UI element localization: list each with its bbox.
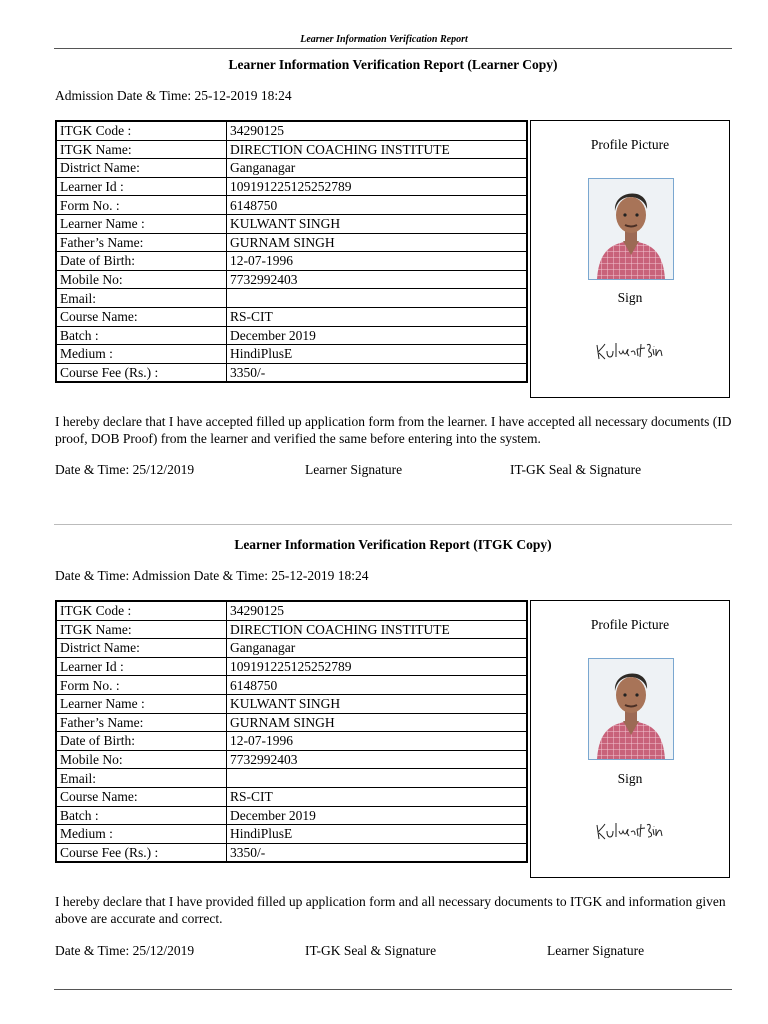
field-label: Form No. : (56, 676, 227, 695)
field-label: Learner Name : (56, 694, 227, 713)
field-value: DIRECTION COACHING INSTITUTE (227, 140, 528, 159)
learner-copy-admission-line: Admission Date & Time: 25-12-2019 18:24 (55, 88, 292, 103)
field-label: Learner Name : (56, 214, 227, 233)
field-value: DIRECTION COACHING INSTITUTE (227, 620, 528, 639)
field-label: Email: (56, 769, 227, 788)
table-row (56, 177, 527, 196)
header-rule (54, 48, 732, 49)
field-label: Course Name: (56, 787, 227, 806)
field-value: 7732992403 (227, 750, 528, 769)
field-value (227, 289, 528, 308)
table-row (56, 345, 527, 364)
field-value: GURNAM SINGH (227, 713, 528, 732)
field-label: Form No. : (56, 196, 227, 215)
field-label: ITGK Name: (56, 140, 227, 159)
field-label: District Name: (56, 639, 227, 658)
itgk-copy-admission-line: Date & Time: Admission Date & Time: 25-12-2019 18:24 (55, 568, 369, 583)
field-label: Course Fee (Rs.) : (56, 363, 227, 382)
field-value: KULWANT SINGH (227, 694, 528, 713)
handwritten-signature-icon (593, 815, 665, 845)
itgk-copy-signature-2: Learner Signature (547, 943, 645, 958)
field-label: Father’s Name: (56, 713, 227, 732)
field-value: RS-CIT (227, 787, 528, 806)
handwritten-signature-icon (593, 335, 665, 365)
field-label: Father’s Name: (56, 233, 227, 252)
table-row (56, 639, 527, 658)
field-label: ITGK Code : (56, 121, 227, 140)
table-row (56, 252, 527, 271)
field-label: Mobile No: (56, 750, 227, 769)
learner-copy-date-time: Date & Time: 25/12/2019 (55, 462, 195, 477)
learner-copy-declaration: I hereby declare that I have accepted filled up application form from the learner. I have accepted all necessary documents (ID proof, DOB Proof) from the learner and verified the same before entering into the system. (55, 414, 732, 446)
learner-copy-photo-panel (530, 120, 730, 398)
field-value: Ganganagar (227, 639, 528, 658)
table-row (56, 843, 527, 862)
table-row (56, 657, 527, 676)
field-value: KULWANT SINGH (227, 214, 528, 233)
learner-copy-signature-2: IT-GK Seal & Signature (510, 462, 642, 477)
profile-picture-label: Profile Picture (590, 617, 670, 632)
learner-copy-signature-1: Learner Signature (305, 462, 403, 477)
field-value: 109191225125252789 (227, 657, 528, 676)
signature-image (593, 815, 665, 845)
footer-rule (54, 989, 732, 990)
itgk-copy-info-table (55, 600, 528, 863)
table-row (56, 159, 527, 178)
table-row (56, 121, 527, 140)
field-value: HindiPlusE (227, 825, 528, 844)
itgk-copy-declaration: I hereby declare that I have provided filled up application form and all necessary documents to ITGK and information given above are accurate and correct. (55, 894, 726, 926)
field-value: HindiPlusE (227, 345, 528, 364)
table-row (56, 694, 527, 713)
learner-copy-title: Learner Information Verification Report (Learner Copy) (228, 57, 558, 72)
table-row (56, 326, 527, 345)
table-row (56, 289, 527, 308)
section-divider (54, 524, 732, 525)
field-value: 6148750 (227, 196, 528, 215)
field-label: Course Fee (Rs.) : (56, 843, 227, 862)
field-label: Email: (56, 289, 227, 308)
field-value: GURNAM SINGH (227, 233, 528, 252)
table-row (56, 214, 527, 233)
itgk-copy-date-time: Date & Time: 25/12/2019 (55, 943, 195, 958)
field-label: District Name: (56, 159, 227, 178)
field-label: Mobile No: (56, 270, 227, 289)
table-row (56, 140, 527, 159)
field-label: Medium : (56, 345, 227, 364)
table-row (56, 787, 527, 806)
field-value: 6148750 (227, 676, 528, 695)
field-value: December 2019 (227, 806, 528, 825)
field-label: Batch : (56, 326, 227, 345)
field-value: December 2019 (227, 326, 528, 345)
table-row (56, 233, 527, 252)
field-value: 3350/- (227, 843, 528, 862)
field-label: Date of Birth: (56, 252, 227, 271)
field-label: Learner Id : (56, 657, 227, 676)
field-value: Ganganagar (227, 159, 528, 178)
itgk-copy-photo-panel (530, 600, 730, 878)
field-label: Medium : (56, 825, 227, 844)
field-value: 3350/- (227, 363, 528, 382)
table-row (56, 620, 527, 639)
field-value (227, 769, 528, 788)
table-row (56, 769, 527, 788)
itgk-copy-signature-1: IT-GK Seal & Signature (305, 943, 437, 958)
table-row (56, 825, 527, 844)
field-label: Course Name: (56, 307, 227, 326)
profile-photo (588, 178, 674, 280)
profile-photo (588, 658, 674, 760)
signature-image (593, 335, 665, 365)
table-row (56, 806, 527, 825)
field-label: Learner Id : (56, 177, 227, 196)
field-value: 109191225125252789 (227, 177, 528, 196)
table-row (56, 601, 527, 620)
profile-picture-label: Profile Picture (590, 137, 670, 152)
field-value: 34290125 (227, 121, 528, 140)
table-row (56, 196, 527, 215)
person-photo-icon (589, 659, 673, 759)
table-row (56, 676, 527, 695)
sign-label: Sign (617, 290, 643, 305)
field-value: 12-07-1996 (227, 732, 528, 751)
field-value: RS-CIT (227, 307, 528, 326)
learner-copy-info-table (55, 120, 528, 383)
field-value: 7732992403 (227, 270, 528, 289)
table-row (56, 363, 527, 382)
field-label: Batch : (56, 806, 227, 825)
field-label: ITGK Code : (56, 601, 227, 620)
table-row (56, 713, 527, 732)
table-row (56, 270, 527, 289)
person-photo-icon (589, 179, 673, 279)
field-label: ITGK Name: (56, 620, 227, 639)
field-value: 34290125 (227, 601, 528, 620)
table-row (56, 750, 527, 769)
table-row (56, 307, 527, 326)
field-label: Date of Birth: (56, 732, 227, 751)
field-value: 12-07-1996 (227, 252, 528, 271)
sign-label: Sign (617, 771, 643, 786)
itgk-copy-title: Learner Information Verification Report (ITGK Copy) (234, 537, 552, 552)
table-row (56, 732, 527, 751)
report-header-small: Learner Information Verification Report (300, 34, 468, 45)
